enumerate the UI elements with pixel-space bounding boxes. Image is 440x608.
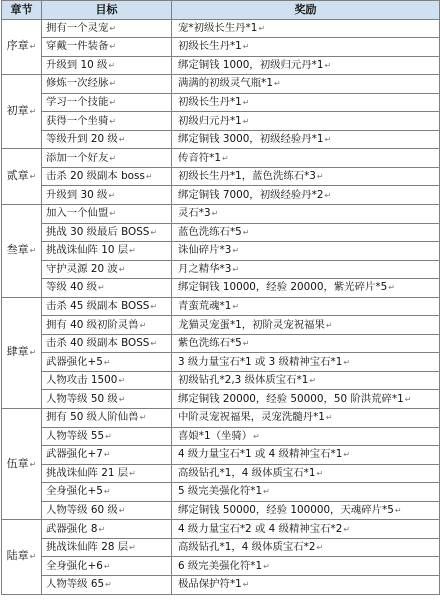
table-row	[2, 575, 440, 594]
reward-cell	[172, 520, 440, 539]
reward-text: 4 级力量宝石*2 或 4 级精神宝石*2	[178, 522, 343, 535]
reward-text: 传音符*1	[178, 151, 221, 164]
reward-text: 绑定铜钱 1000，初级归元丹*1	[178, 58, 324, 71]
reward-cell	[172, 75, 440, 94]
paragraph-mark-icon: ↵	[263, 487, 270, 497]
reward-cell	[172, 223, 440, 242]
reward-text: 绑定铜钱 7000，初级经验丹*2	[178, 188, 324, 201]
table-row	[2, 56, 440, 75]
paragraph-mark-icon: ↵	[404, 394, 412, 404]
reward-cell	[172, 390, 440, 409]
paragraph-mark-icon: ↵	[103, 357, 111, 367]
reward-cell	[172, 130, 440, 149]
chapter-label: 陆章	[6, 549, 29, 563]
reward-cell	[172, 538, 440, 557]
goal-cell	[42, 538, 172, 557]
reward-text: 诛仙碎片*3	[178, 244, 232, 257]
goal-text: 获得一个坐骑	[46, 114, 109, 127]
paragraph-mark-icon: ↵	[232, 246, 240, 256]
goal-cell	[42, 297, 172, 316]
paragraph-mark-icon: ↵	[108, 190, 116, 200]
paragraph-mark-icon: ↵	[29, 107, 37, 117]
paragraph-mark-icon: ↵	[118, 506, 126, 516]
reward-cell	[172, 186, 440, 205]
table-row	[2, 464, 440, 483]
table-row	[2, 520, 440, 539]
paragraph-mark-icon: ↵	[129, 543, 136, 553]
paragraph-mark-icon: ↵	[29, 552, 37, 562]
table-row	[2, 112, 440, 131]
table-row	[2, 279, 440, 298]
reward-cell	[172, 93, 440, 112]
table-body	[2, 19, 440, 594]
paragraph-mark-icon: ↵	[316, 543, 324, 553]
paragraph-mark-icon: ↵	[242, 98, 250, 107]
reward-cell	[172, 334, 440, 353]
paragraph-mark-icon: ↵	[29, 172, 37, 182]
goal-cell	[42, 56, 172, 75]
paragraph-mark-icon: ↵	[109, 42, 117, 52]
table-row	[2, 371, 440, 390]
reward-cell	[172, 575, 440, 594]
table-row	[2, 316, 440, 335]
paragraph-mark-icon: ↵	[118, 394, 126, 404]
paragraph-mark-icon: ↵	[242, 580, 250, 590]
paragraph-mark-icon: ↵	[324, 135, 332, 145]
paragraph-mark-icon: ↵	[316, 172, 324, 182]
reward-cell	[172, 38, 440, 57]
goal-cell	[42, 353, 172, 372]
header-row	[2, 1, 440, 20]
paragraph-mark-icon: ↵	[263, 561, 270, 571]
reward-cell	[172, 557, 440, 576]
reward-text: 喜娘*1（坐骑）	[178, 429, 253, 442]
paragraph-mark-icon: ↵	[129, 468, 136, 478]
paragraph-mark-icon: ↵	[105, 580, 112, 590]
reward-text: 绑定铜钱 20000，经验 50000，50 阶洪荒碎*1	[178, 392, 404, 405]
goal-cell	[42, 38, 172, 57]
goal-text: 全身强化+6	[46, 559, 103, 572]
reward-cell	[172, 371, 440, 390]
paragraph-mark-icon: ↵	[109, 98, 117, 107]
chapter-cell	[2, 205, 42, 298]
chapter-cell	[2, 19, 42, 75]
paragraph-mark-icon: ↵	[118, 376, 126, 386]
goal-text: 全身强化+5	[46, 485, 103, 498]
goal-text: 武器强化+7	[46, 448, 103, 461]
table-row	[2, 223, 440, 242]
reward-cell	[172, 19, 440, 38]
paragraph-mark-icon: ↵	[309, 376, 317, 386]
goal-cell	[42, 93, 172, 112]
paragraph-mark-icon: ↵	[118, 135, 126, 145]
paragraph-mark-icon: ↵	[105, 431, 112, 441]
reward-text: 青蛮荒魂*1	[178, 300, 232, 313]
reward-text: 初级长生丹*1	[178, 96, 242, 108]
header-reward: 奖励	[172, 1, 440, 20]
reward-text: 紫色洗练石*5	[178, 337, 242, 350]
goal-text: 挑战诛仙阵 21 层	[46, 466, 129, 479]
paragraph-mark-icon: ↵	[109, 79, 117, 89]
paragraph-mark-icon: ↵	[388, 283, 395, 293]
reward-cell	[172, 483, 440, 502]
goal-text: 人物等级 50 级	[46, 392, 118, 405]
goal-cell	[42, 520, 172, 539]
table-row	[2, 390, 440, 409]
goal-cell	[42, 427, 172, 446]
reward-cell	[172, 167, 440, 186]
paragraph-mark-icon: ↵	[242, 42, 250, 52]
goal-text: 加入一个仙盟	[46, 207, 109, 220]
reward-text: 龙猫灵宠蛋*1，初阶灵宠祝福果	[178, 318, 325, 331]
paragraph-mark-icon: ↵	[129, 246, 136, 256]
paragraph-mark-icon: ↵	[232, 302, 240, 312]
reward-text: 绑定铜钱 50000，经验 100000，天魂碎片*5	[178, 504, 394, 517]
goal-cell	[42, 409, 172, 428]
paragraph-mark-icon: ↵	[325, 413, 333, 423]
goal-cell	[42, 19, 172, 38]
reward-text: 中阶灵宠祝福果，灵宠洗髓丹*1	[178, 411, 325, 424]
table-row	[2, 149, 440, 168]
reward-text: 高级钻孔*1，4 级体质宝石*1	[178, 466, 316, 479]
chapter-label: 贰章	[6, 169, 29, 183]
goal-text: 人物等级 65	[46, 578, 105, 591]
paragraph-mark-icon: ↵	[109, 23, 117, 33]
reward-text: 3 级力量宝石*1 或 3 级精神宝石*1	[178, 355, 343, 368]
paragraph-mark-icon: ↵	[29, 459, 37, 469]
goal-cell	[42, 242, 172, 261]
goal-cell	[42, 557, 172, 576]
reward-text: 月之精华*3	[178, 262, 232, 275]
chapter-label: 肆章	[6, 345, 29, 359]
goal-cell	[42, 205, 172, 224]
table-row	[2, 557, 440, 576]
table-row	[2, 38, 440, 57]
table-row	[2, 260, 440, 279]
goal-text: 等级升到 20 级	[46, 133, 118, 146]
chapter-cell	[2, 409, 42, 520]
table-row	[2, 130, 440, 149]
table-row	[2, 242, 440, 261]
table-row	[2, 19, 440, 38]
reward-text: 高级钻孔*1，4 级体质宝石*2	[178, 541, 316, 554]
reward-cell	[172, 446, 440, 465]
paragraph-mark-icon: ↵	[109, 116, 117, 126]
table-row	[2, 446, 440, 465]
chapter-label: 初章	[6, 104, 29, 118]
goal-cell	[42, 167, 172, 186]
paragraph-mark-icon: ↵	[242, 116, 250, 126]
paragraph-mark-icon: ↵	[343, 524, 351, 534]
table-row	[2, 501, 440, 520]
chapter-label: 序章	[6, 39, 29, 53]
paragraph-mark-icon: ↵	[108, 60, 116, 70]
goal-text: 击杀 20 级副本 boss	[46, 170, 145, 183]
reward-cell	[172, 316, 440, 335]
goal-cell	[42, 186, 172, 205]
goal-text: 拥有 40 级初阶灵兽	[46, 318, 139, 331]
goal-text: 武器强化 8	[46, 522, 98, 535]
reward-cell	[172, 56, 440, 75]
paragraph-mark-icon: ↵	[139, 413, 147, 423]
chapter-label: 伍章	[6, 456, 29, 470]
goal-cell	[42, 464, 172, 483]
goal-cell	[42, 334, 172, 353]
reward-cell	[172, 112, 440, 131]
reward-text: 满满的初级灵气瓶*1	[178, 77, 273, 90]
goal-cell	[42, 130, 172, 149]
paragraph-mark-icon: ↵	[232, 264, 240, 274]
table-row	[2, 75, 440, 94]
reward-cell	[172, 353, 440, 372]
goal-cell	[42, 371, 172, 390]
goal-text: 人物等级 55	[46, 429, 105, 442]
reward-text: 初级归元丹*1	[178, 114, 242, 127]
paragraph-mark-icon: ↵	[324, 60, 332, 70]
paragraph-mark-icon: ↵	[145, 172, 153, 182]
goal-cell	[42, 260, 172, 279]
reward-text: 灵石*3	[178, 207, 211, 220]
paragraph-mark-icon: ↵	[98, 283, 105, 293]
goal-text: 人物攻击 1500	[46, 374, 118, 387]
reward-text: 6 级完美强化符*1	[178, 559, 263, 572]
reward-text: 绑定铜钱 10000，经验 20000，紫光碎片*5	[178, 281, 388, 294]
reward-text: 极品保护符*1	[178, 578, 242, 591]
goal-text: 拥有 50 级人阶仙兽	[46, 411, 139, 424]
goal-cell	[42, 483, 172, 502]
goal-cell	[42, 575, 172, 594]
paragraph-mark-icon: ↵	[109, 209, 117, 219]
paragraph-mark-icon: ↵	[29, 246, 37, 256]
goal-cell	[42, 223, 172, 242]
goal-text: 人物等级 60 级	[46, 504, 118, 517]
goal-cell	[42, 149, 172, 168]
paragraph-mark-icon: ↵	[242, 227, 250, 237]
paragraph-mark-icon: ↵	[150, 339, 158, 349]
paragraph-mark-icon: ↵	[109, 153, 117, 163]
paragraph-mark-icon: ↵	[139, 320, 147, 330]
reward-cell	[172, 297, 440, 316]
table-row	[2, 427, 440, 446]
reward-text: 初级长生丹*1	[178, 40, 242, 53]
reward-text: 4 级力量宝石*1 或 4 级精神宝石*1	[178, 448, 343, 461]
goal-cell	[42, 279, 172, 298]
reward-text: 宠*初级长生丹*1	[178, 21, 258, 34]
table-row	[2, 167, 440, 186]
goal-text: 武器强化+5	[46, 355, 103, 368]
chapter-cell	[2, 149, 42, 205]
reward-text: 5 级完美强化符*1	[178, 485, 263, 498]
table-row	[2, 538, 440, 557]
paragraph-mark-icon: ↵	[316, 468, 324, 478]
chapter-cell	[2, 520, 42, 594]
paragraph-mark-icon: ↵	[29, 348, 37, 358]
goal-text: 挑战诛仙阵 10 层	[46, 244, 129, 257]
goal-cell	[42, 446, 172, 465]
paragraph-mark-icon: ↵	[343, 450, 351, 460]
goal-text: 修炼一次经脉	[46, 77, 109, 90]
chapter-label: 叁章	[6, 243, 29, 257]
goal-text: 拥有一个灵宠	[46, 21, 109, 34]
goal-text: 学习一个技能	[46, 96, 109, 108]
paragraph-mark-icon: ↵	[118, 264, 126, 274]
reward-cell	[172, 501, 440, 520]
paragraph-mark-icon: ↵	[29, 42, 37, 52]
paragraph-mark-icon: ↵	[103, 487, 111, 497]
table-row	[2, 353, 440, 372]
paragraph-mark-icon: ↵	[211, 209, 219, 219]
reward-cell	[172, 260, 440, 279]
reward-text: 绑定铜钱 3000，初级经验丹*1	[178, 133, 324, 146]
paragraph-mark-icon: ↵	[98, 524, 106, 534]
paragraph-mark-icon: ↵	[394, 506, 402, 516]
table-row	[2, 483, 440, 502]
paragraph-mark-icon: ↵	[343, 357, 351, 367]
goal-text: 穿戴一件装备	[46, 40, 109, 53]
reward-cell	[172, 279, 440, 298]
goal-text: 升级到 30 级	[46, 188, 108, 201]
reward-text: 初级钻孔*2,3 级体质宝石*1	[178, 374, 309, 387]
paragraph-mark-icon: ↵	[253, 431, 260, 441]
paragraph-mark-icon: ↵	[221, 153, 229, 163]
goal-text: 挑战诛仙阵 28 层	[46, 541, 129, 554]
paragraph-mark-icon: ↵	[103, 561, 111, 571]
header-goal: 目标	[42, 1, 172, 20]
reward-table	[1, 0, 440, 595]
paragraph-mark-icon: ↵	[150, 227, 158, 237]
paragraph-mark-icon: ↵	[325, 320, 333, 330]
paragraph-mark-icon: ↵	[103, 450, 111, 460]
goal-text: 击杀 40 级副本 BOSS	[46, 337, 150, 350]
goal-cell	[42, 390, 172, 409]
goal-text: 等级 40 级	[46, 281, 97, 294]
goal-cell	[42, 75, 172, 94]
goal-cell	[42, 501, 172, 520]
paragraph-mark-icon: ↵	[258, 23, 266, 33]
goal-text: 添加一个好友	[46, 151, 109, 164]
paragraph-mark-icon: ↵	[150, 302, 158, 312]
table-row	[2, 205, 440, 224]
goal-text: 挑战 30 级最后 BOSS	[46, 225, 150, 238]
reward-text: 蓝色洗练石*5	[178, 225, 242, 238]
reward-text: 初级长生丹*1，蓝色洗练石*3	[178, 170, 316, 183]
header-chapter: 章节	[2, 1, 42, 20]
goal-cell	[42, 316, 172, 335]
paragraph-mark-icon: ↵	[273, 79, 281, 89]
reward-cell	[172, 149, 440, 168]
goal-cell	[42, 112, 172, 131]
table-row	[2, 409, 440, 428]
paragraph-mark-icon: ↵	[242, 339, 250, 349]
paragraph-mark-icon: ↵	[324, 190, 332, 200]
table-row	[2, 334, 440, 353]
reward-cell	[172, 409, 440, 428]
goal-text: 击杀 45 级副本 BOSS	[46, 300, 150, 313]
reward-cell	[172, 205, 440, 224]
table-row	[2, 186, 440, 205]
chapter-cell	[2, 297, 42, 408]
table-row	[2, 93, 440, 112]
goal-text: 升级到 10 级	[46, 58, 108, 71]
chapter-cell	[2, 75, 42, 149]
reward-cell	[172, 427, 440, 446]
reward-cell	[172, 242, 440, 261]
reward-cell	[172, 464, 440, 483]
goal-text: 守护灵源 20 波	[46, 262, 118, 275]
table-row	[2, 297, 440, 316]
